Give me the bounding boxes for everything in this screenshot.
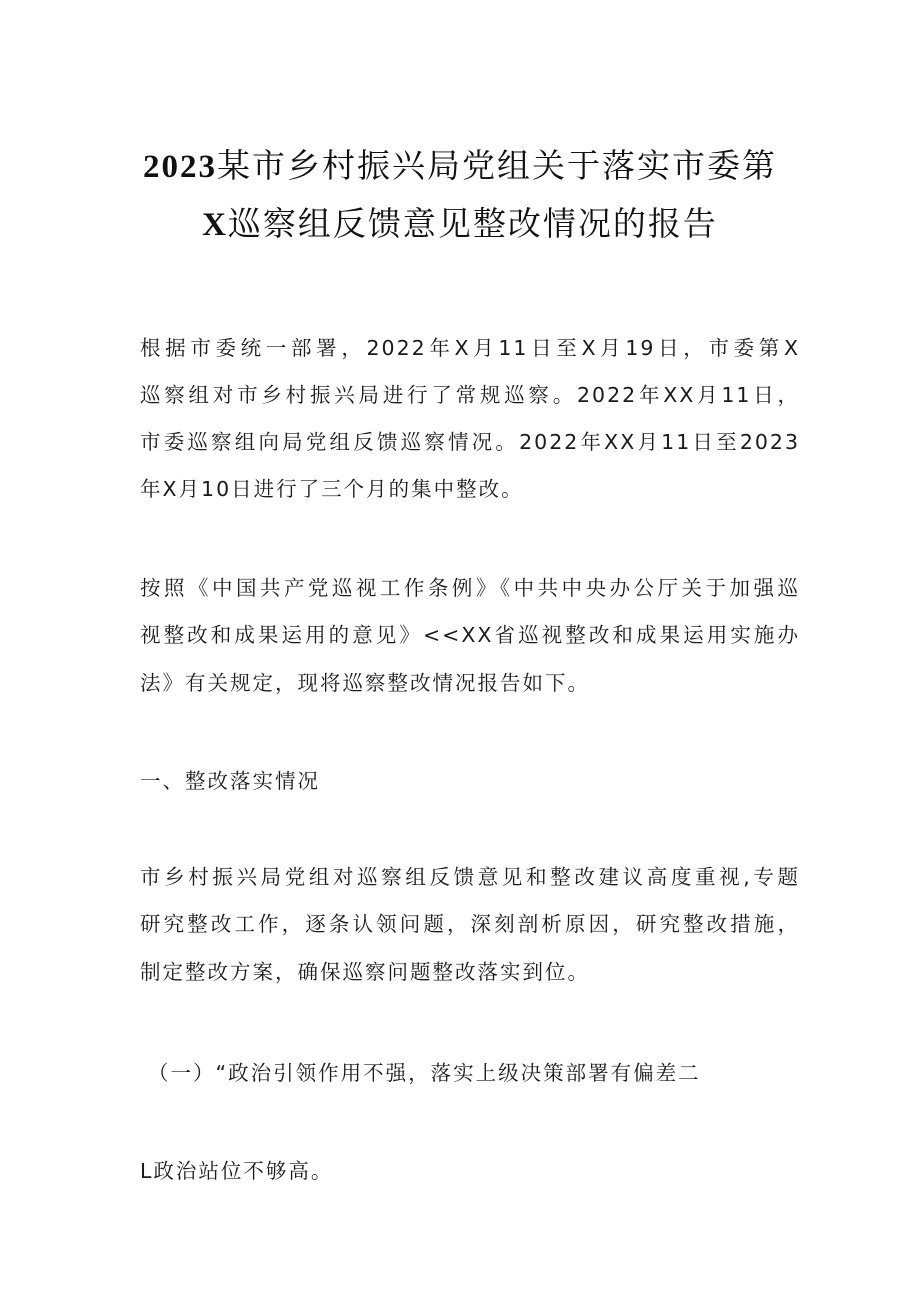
document-title-line-1	[100, 140, 820, 187]
subheading: （一）“政治引领作用不强，落实上级决策部署有偏差二	[148, 1061, 701, 1085]
section-paragraph-line: 市乡村振兴局党组对巡察组反馈意见和整改建议高度重视,专题	[140, 865, 800, 889]
section-paragraph-line: 制定整改方案，确保巡察问题整改落实到位。	[140, 960, 590, 984]
item-line: L政治站位不够高。	[140, 1159, 334, 1183]
title-year: 2023	[143, 149, 217, 185]
paragraph-1-line: 年X月10日进行了三个月的集中整改。	[140, 477, 524, 501]
paragraph-1-line: 市委巡察组向局党组反馈巡察情况。2022年XX月11日至2023	[140, 430, 800, 454]
section-paragraph-line: 研究整改工作，逐条认领问题，深刻剖析原因，研究整改措施，	[140, 912, 800, 936]
title-text-2: 巡察组反馈意见整改情况的报告	[227, 204, 718, 243]
paragraph-2-line: 法》有关规定，现将巡察整改情况报告如下。	[140, 671, 590, 695]
paragraph-1-line: 根据市委统一部署，2022年X月11日至X月19日，市委第X	[140, 336, 800, 360]
paragraph-2-line: 按照《中国共产党巡视工作条例》《中共中央办公厅关于加强巡	[140, 576, 800, 600]
section-heading: 一、整改落实情况	[140, 769, 320, 793]
title-text-1: 某市乡村振兴局党组关于落实市委第	[217, 146, 777, 185]
paragraph-1-line: 巡察组对市乡村振兴局进行了常规巡察。2022年XX月11日，	[140, 383, 800, 407]
title-prefix: X	[202, 207, 228, 243]
paragraph-2-line: 视整改和成果运用的意见》<<XX省巡视整改和成果运用实施办	[140, 623, 800, 647]
document-title-line-2	[100, 198, 820, 245]
